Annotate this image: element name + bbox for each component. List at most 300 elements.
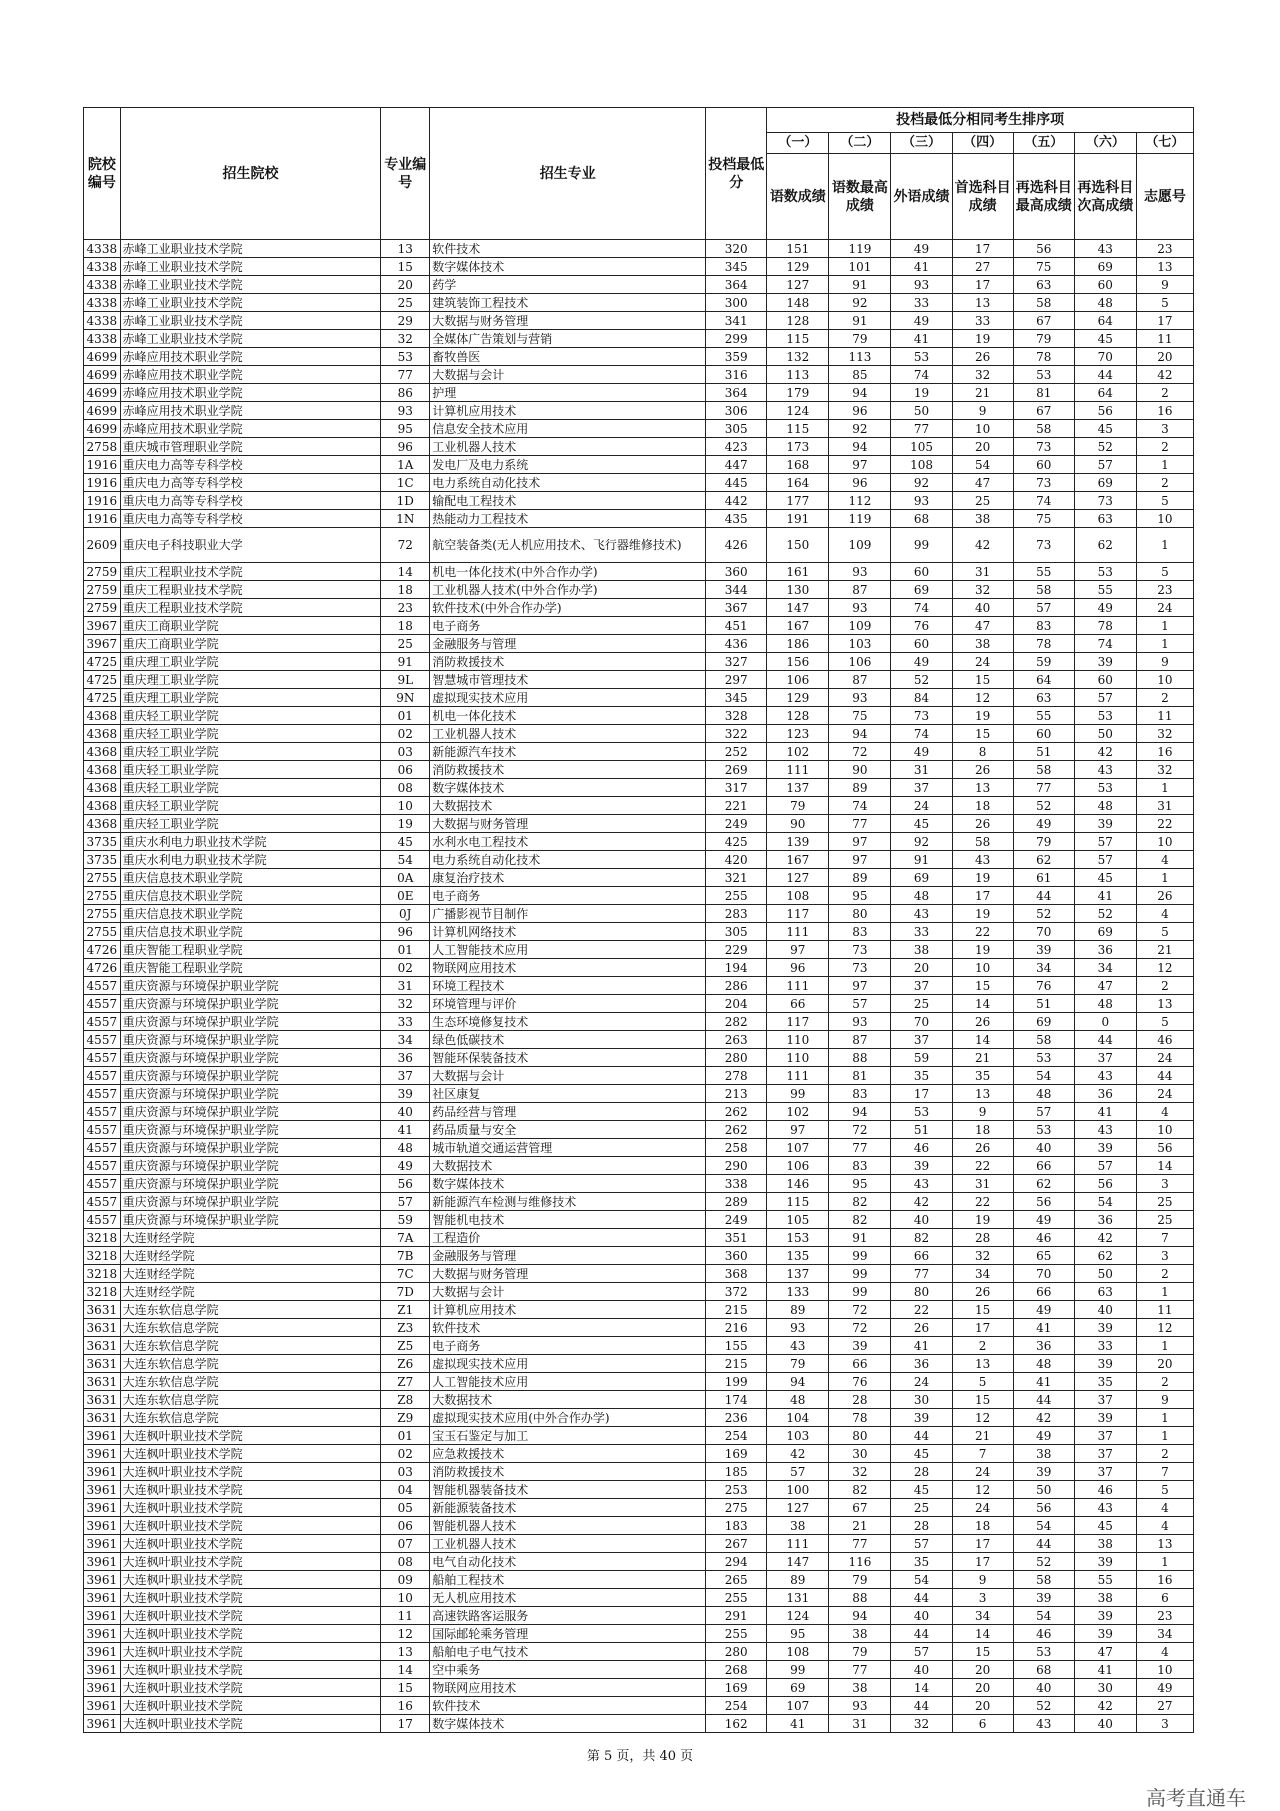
reselect-max-cell: 62 xyxy=(1013,851,1074,869)
yushu-max-cell: 77 xyxy=(829,815,891,833)
school-name-cell: 大连东软信息学院 xyxy=(120,1337,381,1355)
yushu-max-cell: 89 xyxy=(829,869,891,887)
header-sub-label-2: 语数最高成绩 xyxy=(829,154,891,240)
min-score-cell: 368 xyxy=(706,1265,767,1283)
min-score-cell: 360 xyxy=(706,563,767,581)
reselect-max-cell: 63 xyxy=(1013,689,1074,707)
major-name-cell: 人工智能技术应用 xyxy=(430,941,706,959)
preference-no-cell: 32 xyxy=(1136,725,1193,743)
table-row xyxy=(84,1391,1194,1409)
table-row xyxy=(84,420,1194,438)
yushu-max-cell: 85 xyxy=(829,366,891,384)
yushu-score-cell: 97 xyxy=(767,941,829,959)
yushu-score-cell: 127 xyxy=(767,1499,829,1517)
preference-no-cell: 10 xyxy=(1136,671,1193,689)
yushu-score-cell: 168 xyxy=(767,456,829,474)
min-score-cell: 291 xyxy=(706,1607,767,1625)
major-name-cell: 电子商务 xyxy=(430,1337,706,1355)
preference-no-cell: 1 xyxy=(1136,1283,1193,1301)
school-code-cell: 4368 xyxy=(84,707,121,725)
foreign-lang-cell: 57 xyxy=(891,1535,952,1553)
first-subject-cell: 35 xyxy=(952,1067,1013,1085)
preference-no-cell: 4 xyxy=(1136,1517,1193,1535)
reselect-max-cell: 76 xyxy=(1013,977,1074,995)
major-name-cell: 新能源装备技术 xyxy=(430,1499,706,1517)
school-name-cell: 重庆资源与环境保护职业学院 xyxy=(120,977,381,995)
school-code-cell: 4557 xyxy=(84,1067,121,1085)
major-name-cell: 机电一体化技术 xyxy=(430,707,706,725)
table-row xyxy=(84,456,1194,474)
first-subject-cell: 5 xyxy=(952,1373,1013,1391)
major-code-cell: 32 xyxy=(381,995,430,1013)
school-name-cell: 重庆水利电力职业技术学院 xyxy=(120,833,381,851)
min-score-cell: 254 xyxy=(706,1427,767,1445)
reselect-second-cell: 38 xyxy=(1074,1589,1136,1607)
table-row xyxy=(84,276,1194,294)
foreign-lang-cell: 24 xyxy=(891,797,952,815)
major-code-cell: 77 xyxy=(381,366,430,384)
major-name-cell: 计算机网络技术 xyxy=(430,923,706,941)
min-score-cell: 183 xyxy=(706,1517,767,1535)
first-subject-cell: 19 xyxy=(952,941,1013,959)
first-subject-cell: 15 xyxy=(952,1391,1013,1409)
preference-no-cell: 1 xyxy=(1136,528,1193,563)
yushu-score-cell: 117 xyxy=(767,905,829,923)
foreign-lang-cell: 53 xyxy=(891,348,952,366)
yushu-score-cell: 177 xyxy=(767,492,829,510)
first-subject-cell: 13 xyxy=(952,1355,1013,1373)
first-subject-cell: 15 xyxy=(952,671,1013,689)
table-row xyxy=(84,1661,1194,1679)
foreign-lang-cell: 45 xyxy=(891,1445,952,1463)
major-name-cell: 药品质量与安全 xyxy=(430,1121,706,1139)
first-subject-cell: 14 xyxy=(952,1031,1013,1049)
yushu-score-cell: 129 xyxy=(767,258,829,276)
reselect-max-cell: 78 xyxy=(1013,635,1074,653)
foreign-lang-cell: 14 xyxy=(891,1679,952,1697)
school-code-cell: 3218 xyxy=(84,1265,121,1283)
table-row xyxy=(84,384,1194,402)
first-subject-cell: 38 xyxy=(952,635,1013,653)
first-subject-cell: 32 xyxy=(952,1247,1013,1265)
foreign-lang-cell: 80 xyxy=(891,1283,952,1301)
first-subject-cell: 6 xyxy=(952,1715,1013,1733)
major-code-cell: 39 xyxy=(381,1085,430,1103)
major-name-cell: 虚拟现实技术应用 xyxy=(430,689,706,707)
yushu-max-cell: 57 xyxy=(829,995,891,1013)
yushu-score-cell: 124 xyxy=(767,402,829,420)
min-score-cell: 262 xyxy=(706,1103,767,1121)
school-name-cell: 重庆智能工程职业学院 xyxy=(120,941,381,959)
school-code-cell: 4368 xyxy=(84,815,121,833)
school-name-cell: 重庆轻工职业学院 xyxy=(120,779,381,797)
first-subject-cell: 21 xyxy=(952,1049,1013,1067)
yushu-score-cell: 137 xyxy=(767,779,829,797)
min-score-cell: 425 xyxy=(706,833,767,851)
major-name-cell: 大数据与会计 xyxy=(430,366,706,384)
reselect-max-cell: 46 xyxy=(1013,1625,1074,1643)
first-subject-cell: 40 xyxy=(952,599,1013,617)
preference-no-cell: 7 xyxy=(1136,1463,1193,1481)
min-score-cell: 213 xyxy=(706,1085,767,1103)
school-name-cell: 重庆理工职业学院 xyxy=(120,653,381,671)
foreign-lang-cell: 84 xyxy=(891,689,952,707)
foreign-lang-cell: 59 xyxy=(891,1049,952,1067)
preference-no-cell: 5 xyxy=(1136,1481,1193,1499)
first-subject-cell: 58 xyxy=(952,833,1013,851)
school-code-cell: 3631 xyxy=(84,1355,121,1373)
major-code-cell: 09 xyxy=(381,1571,430,1589)
min-score-cell: 215 xyxy=(706,1301,767,1319)
preference-no-cell: 46 xyxy=(1136,1031,1193,1049)
first-subject-cell: 54 xyxy=(952,456,1013,474)
header-sub-num-2: （二） xyxy=(829,133,891,154)
school-code-cell: 4557 xyxy=(84,977,121,995)
first-subject-cell: 47 xyxy=(952,617,1013,635)
preference-no-cell: 12 xyxy=(1136,959,1193,977)
reselect-second-cell: 53 xyxy=(1074,707,1136,725)
yushu-score-cell: 57 xyxy=(767,1463,829,1481)
yushu-max-cell: 94 xyxy=(829,1607,891,1625)
major-code-cell: 18 xyxy=(381,581,430,599)
reselect-second-cell: 37 xyxy=(1074,1463,1136,1481)
reselect-max-cell: 48 xyxy=(1013,1085,1074,1103)
reselect-max-cell: 73 xyxy=(1013,528,1074,563)
foreign-lang-cell: 77 xyxy=(891,1265,952,1283)
major-name-cell: 智能机电技术 xyxy=(430,1211,706,1229)
school-code-cell: 3961 xyxy=(84,1445,121,1463)
school-code-cell: 3218 xyxy=(84,1247,121,1265)
first-subject-cell: 26 xyxy=(952,761,1013,779)
school-code-cell: 4557 xyxy=(84,1103,121,1121)
min-score-cell: 269 xyxy=(706,761,767,779)
major-name-cell: 无人机应用技术 xyxy=(430,1589,706,1607)
foreign-lang-cell: 41 xyxy=(891,258,952,276)
major-name-cell: 全媒体广告策划与营销 xyxy=(430,330,706,348)
major-code-cell: 06 xyxy=(381,1517,430,1535)
school-name-cell: 大连枫叶职业技术学院 xyxy=(120,1589,381,1607)
page-number: 第 5 页，共 40 页 xyxy=(586,1749,694,1764)
header-major: 招生专业 xyxy=(430,108,706,240)
major-code-cell: 93 xyxy=(381,402,430,420)
foreign-lang-cell: 48 xyxy=(891,887,952,905)
first-subject-cell: 17 xyxy=(952,887,1013,905)
min-score-cell: 252 xyxy=(706,743,767,761)
school-code-cell: 4699 xyxy=(84,420,121,438)
school-code-cell: 2759 xyxy=(84,563,121,581)
school-code-cell: 3961 xyxy=(84,1535,121,1553)
major-name-cell: 电力系统自动化技术 xyxy=(430,474,706,492)
reselect-max-cell: 49 xyxy=(1013,1427,1074,1445)
reselect-max-cell: 39 xyxy=(1013,1589,1074,1607)
school-name-cell: 重庆轻工职业学院 xyxy=(120,797,381,815)
reselect-max-cell: 40 xyxy=(1013,1679,1074,1697)
yushu-max-cell: 92 xyxy=(829,294,891,312)
foreign-lang-cell: 70 xyxy=(891,1013,952,1031)
first-subject-cell: 31 xyxy=(952,563,1013,581)
major-code-cell: Z8 xyxy=(381,1391,430,1409)
preference-no-cell: 24 xyxy=(1136,599,1193,617)
min-score-cell: 351 xyxy=(706,1229,767,1247)
major-name-cell: 消防救援技术 xyxy=(430,761,706,779)
foreign-lang-cell: 41 xyxy=(891,1337,952,1355)
yushu-max-cell: 74 xyxy=(829,797,891,815)
reselect-max-cell: 53 xyxy=(1013,1049,1074,1067)
reselect-second-cell: 48 xyxy=(1074,995,1136,1013)
major-code-cell: 01 xyxy=(381,941,430,959)
first-subject-cell: 13 xyxy=(952,779,1013,797)
yushu-max-cell: 99 xyxy=(829,1247,891,1265)
yushu-max-cell: 80 xyxy=(829,1427,891,1445)
table-row xyxy=(84,581,1194,599)
min-score-cell: 364 xyxy=(706,384,767,402)
foreign-lang-cell: 74 xyxy=(891,725,952,743)
yushu-max-cell: 72 xyxy=(829,1121,891,1139)
foreign-lang-cell: 17 xyxy=(891,1085,952,1103)
major-name-cell: 大数据与财务管理 xyxy=(430,312,706,330)
major-name-cell: 工业机器人技术(中外合作办学) xyxy=(430,581,706,599)
yushu-score-cell: 97 xyxy=(767,1121,829,1139)
min-score-cell: 255 xyxy=(706,887,767,905)
school-name-cell: 重庆轻工职业学院 xyxy=(120,725,381,743)
table-row xyxy=(84,492,1194,510)
major-name-cell: 康复治疗技术 xyxy=(430,869,706,887)
major-name-cell: 护理 xyxy=(430,384,706,402)
table-row xyxy=(84,1445,1194,1463)
foreign-lang-cell: 73 xyxy=(891,707,952,725)
min-score-cell: 275 xyxy=(706,1499,767,1517)
preference-no-cell: 2 xyxy=(1136,1265,1193,1283)
reselect-max-cell: 48 xyxy=(1013,1355,1074,1373)
foreign-lang-cell: 32 xyxy=(891,1715,952,1733)
foreign-lang-cell: 82 xyxy=(891,1229,952,1247)
foreign-lang-cell: 33 xyxy=(891,294,952,312)
reselect-second-cell: 57 xyxy=(1074,456,1136,474)
reselect-max-cell: 81 xyxy=(1013,384,1074,402)
reselect-max-cell: 44 xyxy=(1013,887,1074,905)
school-code-cell: 2755 xyxy=(84,887,121,905)
school-name-cell: 大连枫叶职业技术学院 xyxy=(120,1625,381,1643)
table-row xyxy=(84,1337,1194,1355)
major-code-cell: 15 xyxy=(381,1679,430,1697)
major-name-cell: 软件技术(中外合作办学) xyxy=(430,599,706,617)
major-name-cell: 虚拟现实技术应用 xyxy=(430,1355,706,1373)
major-code-cell: 29 xyxy=(381,312,430,330)
foreign-lang-cell: 69 xyxy=(891,869,952,887)
yushu-score-cell: 127 xyxy=(767,276,829,294)
table-row xyxy=(84,869,1194,887)
first-subject-cell: 14 xyxy=(952,995,1013,1013)
school-name-cell: 重庆智能工程职业学院 xyxy=(120,959,381,977)
yushu-max-cell: 66 xyxy=(829,1355,891,1373)
major-code-cell: 01 xyxy=(381,707,430,725)
school-name-cell: 大连枫叶职业技术学院 xyxy=(120,1517,381,1535)
foreign-lang-cell: 35 xyxy=(891,1067,952,1085)
yushu-max-cell: 87 xyxy=(829,1031,891,1049)
yushu-score-cell: 111 xyxy=(767,1535,829,1553)
first-subject-cell: 24 xyxy=(952,1463,1013,1481)
major-name-cell: 工程造价 xyxy=(430,1229,706,1247)
reselect-max-cell: 62 xyxy=(1013,1175,1074,1193)
major-code-cell: Z9 xyxy=(381,1409,430,1427)
table-row xyxy=(84,1607,1194,1625)
school-name-cell: 重庆轻工职业学院 xyxy=(120,815,381,833)
yushu-score-cell: 133 xyxy=(767,1283,829,1301)
yushu-score-cell: 115 xyxy=(767,420,829,438)
header-tiebreak-group: 投档最低分相同考生排序项 xyxy=(767,108,1194,133)
foreign-lang-cell: 19 xyxy=(891,384,952,402)
school-name-cell: 大连财经学院 xyxy=(120,1247,381,1265)
major-code-cell: 91 xyxy=(381,653,430,671)
reselect-second-cell: 43 xyxy=(1074,240,1136,258)
school-name-cell: 重庆资源与环境保护职业学院 xyxy=(120,1193,381,1211)
major-code-cell: 40 xyxy=(381,1103,430,1121)
reselect-second-cell: 37 xyxy=(1074,1391,1136,1409)
first-subject-cell: 22 xyxy=(952,1193,1013,1211)
school-name-cell: 重庆资源与环境保护职业学院 xyxy=(120,1049,381,1067)
school-name-cell: 重庆资源与环境保护职业学院 xyxy=(120,1175,381,1193)
first-subject-cell: 20 xyxy=(952,1697,1013,1715)
yushu-score-cell: 79 xyxy=(767,1355,829,1373)
major-code-cell: 14 xyxy=(381,1661,430,1679)
table-row xyxy=(84,1553,1194,1571)
school-name-cell: 大连枫叶职业技术学院 xyxy=(120,1607,381,1625)
major-name-cell: 大数据技术 xyxy=(430,1157,706,1175)
min-score-cell: 282 xyxy=(706,1013,767,1031)
school-code-cell: 3631 xyxy=(84,1391,121,1409)
reselect-max-cell: 83 xyxy=(1013,617,1074,635)
foreign-lang-cell: 49 xyxy=(891,312,952,330)
reselect-max-cell: 49 xyxy=(1013,815,1074,833)
major-code-cell: 96 xyxy=(381,438,430,456)
min-score-cell: 249 xyxy=(706,815,767,833)
school-code-cell: 4557 xyxy=(84,1193,121,1211)
school-code-cell: 4557 xyxy=(84,1157,121,1175)
min-score-cell: 420 xyxy=(706,851,767,869)
school-name-cell: 重庆资源与环境保护职业学院 xyxy=(120,1121,381,1139)
yushu-max-cell: 90 xyxy=(829,761,891,779)
table-row xyxy=(84,617,1194,635)
major-name-cell: 大数据与会计 xyxy=(430,1067,706,1085)
reselect-second-cell: 62 xyxy=(1074,1247,1136,1265)
yushu-max-cell: 87 xyxy=(829,581,891,599)
table-row xyxy=(84,977,1194,995)
admission-score-table xyxy=(83,107,1194,1733)
yushu-max-cell: 119 xyxy=(829,510,891,528)
min-score-cell: 426 xyxy=(706,528,767,563)
yushu-score-cell: 127 xyxy=(767,869,829,887)
yushu-max-cell: 83 xyxy=(829,1085,891,1103)
reselect-second-cell: 55 xyxy=(1074,1571,1136,1589)
reselect-second-cell: 36 xyxy=(1074,1085,1136,1103)
school-name-cell: 赤峰工业职业技术学院 xyxy=(120,258,381,276)
reselect-max-cell: 49 xyxy=(1013,1211,1074,1229)
reselect-max-cell: 54 xyxy=(1013,1607,1074,1625)
foreign-lang-cell: 52 xyxy=(891,671,952,689)
min-score-cell: 338 xyxy=(706,1175,767,1193)
yushu-max-cell: 93 xyxy=(829,599,891,617)
preference-no-cell: 44 xyxy=(1136,1067,1193,1085)
reselect-second-cell: 60 xyxy=(1074,276,1136,294)
major-name-cell: 国际邮轮乘务管理 xyxy=(430,1625,706,1643)
reselect-second-cell: 54 xyxy=(1074,1193,1136,1211)
table-row xyxy=(84,1157,1194,1175)
school-code-cell: 2759 xyxy=(84,581,121,599)
min-score-cell: 345 xyxy=(706,258,767,276)
school-code-cell: 3961 xyxy=(84,1589,121,1607)
reselect-second-cell: 78 xyxy=(1074,617,1136,635)
school-name-cell: 大连枫叶职业技术学院 xyxy=(120,1679,381,1697)
school-name-cell: 大连枫叶职业技术学院 xyxy=(120,1553,381,1571)
yushu-max-cell: 97 xyxy=(829,851,891,869)
yushu-max-cell: 116 xyxy=(829,1553,891,1571)
school-name-cell: 大连枫叶职业技术学院 xyxy=(120,1499,381,1517)
foreign-lang-cell: 44 xyxy=(891,1589,952,1607)
first-subject-cell: 10 xyxy=(952,959,1013,977)
yushu-score-cell: 139 xyxy=(767,833,829,851)
school-code-cell: 1916 xyxy=(84,474,121,492)
school-name-cell: 重庆信息技术职业学院 xyxy=(120,923,381,941)
yushu-max-cell: 92 xyxy=(829,420,891,438)
yushu-score-cell: 108 xyxy=(767,1643,829,1661)
school-name-cell: 重庆电子科技职业大学 xyxy=(120,528,381,563)
min-score-cell: 435 xyxy=(706,510,767,528)
min-score-cell: 262 xyxy=(706,1121,767,1139)
yushu-max-cell: 99 xyxy=(829,1283,891,1301)
school-name-cell: 重庆工商职业学院 xyxy=(120,635,381,653)
preference-no-cell: 32 xyxy=(1136,761,1193,779)
school-name-cell: 大连枫叶职业技术学院 xyxy=(120,1661,381,1679)
yushu-max-cell: 67 xyxy=(829,1499,891,1517)
yushu-max-cell: 32 xyxy=(829,1463,891,1481)
yushu-max-cell: 81 xyxy=(829,1067,891,1085)
reselect-second-cell: 39 xyxy=(1074,1409,1136,1427)
reselect-second-cell: 39 xyxy=(1074,1319,1136,1337)
school-code-cell: 4368 xyxy=(84,743,121,761)
major-name-cell: 智能机器人技术 xyxy=(430,1517,706,1535)
reselect-second-cell: 46 xyxy=(1074,1481,1136,1499)
major-code-cell: 1A xyxy=(381,456,430,474)
school-name-cell: 大连财经学院 xyxy=(120,1265,381,1283)
min-score-cell: 359 xyxy=(706,348,767,366)
school-name-cell: 大连东软信息学院 xyxy=(120,1319,381,1337)
major-name-cell: 机电一体化技术(中外合作办学) xyxy=(430,563,706,581)
yushu-max-cell: 76 xyxy=(829,1373,891,1391)
preference-no-cell: 9 xyxy=(1136,653,1193,671)
reselect-max-cell: 58 xyxy=(1013,420,1074,438)
table-row xyxy=(84,528,1194,563)
min-score-cell: 322 xyxy=(706,725,767,743)
reselect-second-cell: 39 xyxy=(1074,653,1136,671)
major-name-cell: 电子商务 xyxy=(430,617,706,635)
major-code-cell: 48 xyxy=(381,1139,430,1157)
major-code-cell: Z3 xyxy=(381,1319,430,1337)
yushu-score-cell: 42 xyxy=(767,1445,829,1463)
reselect-second-cell: 56 xyxy=(1074,402,1136,420)
first-subject-cell: 17 xyxy=(952,240,1013,258)
foreign-lang-cell: 93 xyxy=(891,276,952,294)
major-name-cell: 广播影视节目制作 xyxy=(430,905,706,923)
reselect-second-cell: 57 xyxy=(1074,689,1136,707)
table-row xyxy=(84,779,1194,797)
table-row xyxy=(84,635,1194,653)
yushu-score-cell: 95 xyxy=(767,1625,829,1643)
preference-no-cell: 4 xyxy=(1136,1499,1193,1517)
foreign-lang-cell: 105 xyxy=(891,438,952,456)
school-name-cell: 重庆资源与环境保护职业学院 xyxy=(120,1103,381,1121)
preference-no-cell: 1 xyxy=(1136,456,1193,474)
school-code-cell: 3961 xyxy=(84,1571,121,1589)
